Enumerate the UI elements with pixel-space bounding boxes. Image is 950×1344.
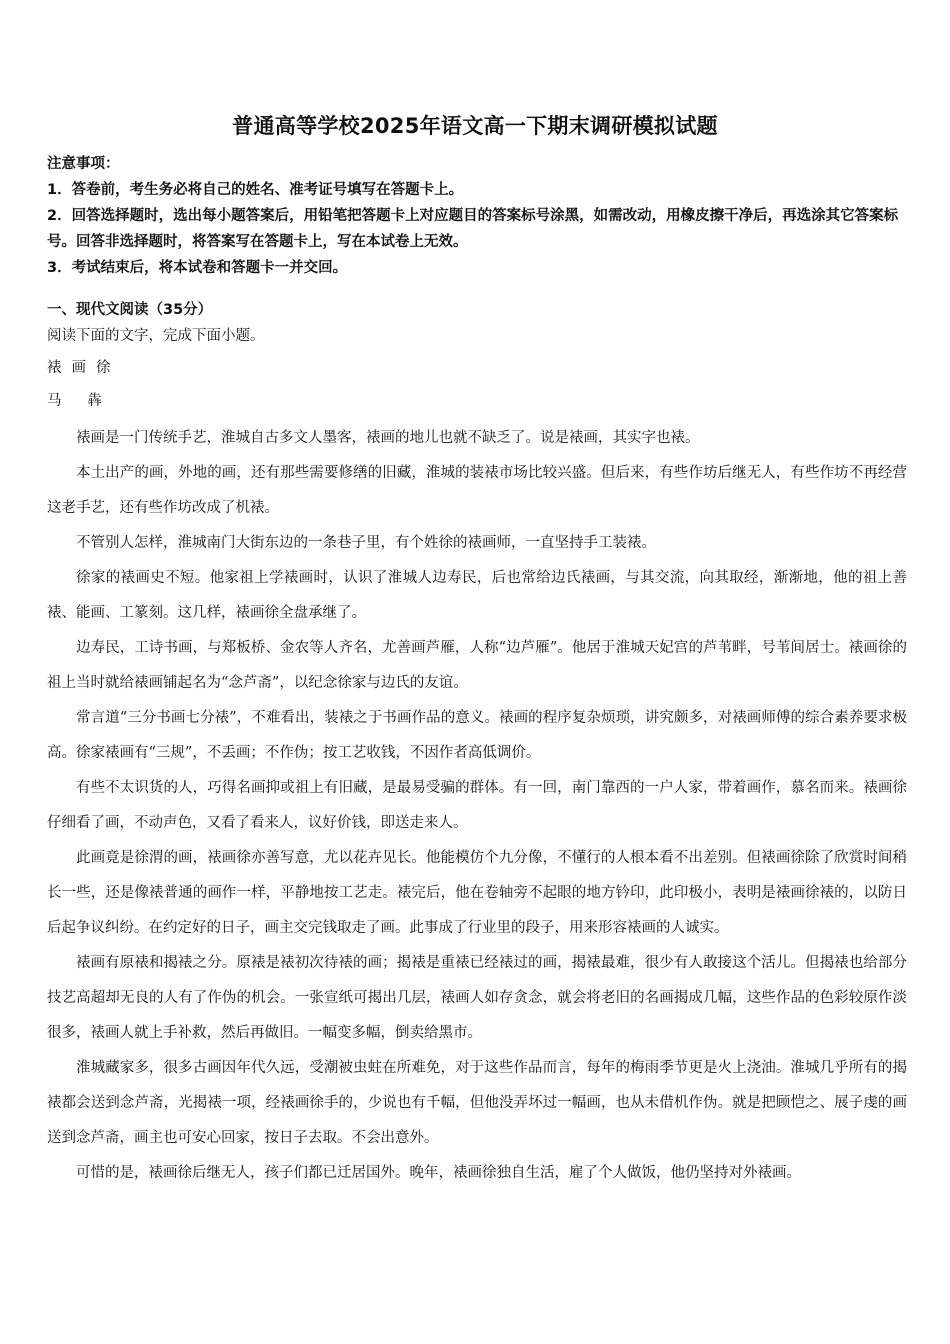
exam-title: 普通高等学校2025年语文高一下期末调研模拟试题 bbox=[232, 114, 718, 138]
paragraph: 本土出产的画，外地的画，还有那些需要修缮的旧藏，淮城的装裱市场比较兴盛。但后来，有些作坊后继无人，有些作坊不再经营这老手艺，还有些作坊改成了机裱。 bbox=[47, 465, 907, 516]
section-heading: 一、现代文阅读（35分） bbox=[47, 302, 213, 318]
article-title: 裱画徐 bbox=[47, 360, 121, 376]
paragraph: 此画竟是徐渭的画，裱画徐亦善写意，尤以花卉见长。他能模仿个九分像，不懂行的人根本看不出差别。但裱画徐除了欣赏时间稍长一些，还是像裱普通的画作一样，平静地按工艺走。裱完后，他在卷轴旁不起眼的地方钤印，此印极小，表明是裱画徐裱的，以防日后起争议纠纷。在约定好的日子，画主交完钱取走了画。此事成了行业里的段子，用来形容裱画的人诚实。 bbox=[47, 850, 907, 936]
paragraph: 边寿民，工诗书画，与郑板桥、金农等人齐名，尤善画芦雁，人称“边芦雁”。他居于淮城天妃宫的芦苇畔，号苇间居士。裱画徐的祖上当时就给裱画铺起名为“念芦斋”，以纪念徐家与边氏的友谊。 bbox=[47, 640, 907, 691]
article-body bbox=[47, 421, 907, 1191]
paragraph: 常言道“三分书画七分裱”，不难看出，装裱之于书画作品的意义。裱画的程序复杂烦琐，讲究颇多，对裱画师傅的综合素养要求极高。徐家裱画有“三规”，不丢画；不作伪；按工艺收钱，不因作者高低调价。 bbox=[47, 710, 907, 761]
notice-heading: 注意事项： bbox=[47, 156, 120, 172]
notice-block bbox=[47, 151, 907, 281]
paragraph: 淮城藏家多，很多古画因年代久远，受潮被虫蛀在所难免，对于这些作品而言，每年的梅雨季节更是火上浇油。淮城几乎所有的揭裱都会送到念芦斋，光揭裱一项，经裱画徐手的，少说也有千幅，但他没弄坏过一幅画，也从未借机作伪。就是把顾恺之、展子虔的画送到念芦斋，画主也可安心回家，按日子去取。不会出意外。 bbox=[47, 1060, 907, 1146]
section-instruction: 阅读下面的文字，完成下面小题。 bbox=[47, 328, 265, 344]
paragraph: 裱画是一门传统手艺，淮城自古多文人墨客，裱画的地儿也就不缺乏了。说是裱画，其实字也裱。 bbox=[76, 430, 700, 446]
paragraph: 可惜的是，裱画徐后继无人，孩子们都已迁居国外。晚年，裱画徐独自生活，雇了个人做饭，他仍坚持对外裱画。 bbox=[76, 1165, 801, 1181]
notice-item-3: 3．考试结束后，将本试卷和答题卡一并交回。 bbox=[47, 260, 348, 276]
notice-item-1: 1．答卷前，考生务必将自己的姓名、准考证号填写在答题卡上。 bbox=[47, 182, 464, 198]
paragraph: 有些不太识货的人，巧得名画抑或祖上有旧藏，是最易受骗的群体。有一回，南门靠西的一户人家，带着画作，慕名而来。裱画徐仔细看了画，不动声色，又看了看来人，议好价钱，即送走来人。 bbox=[47, 780, 907, 831]
paragraph: 不管别人怎样，淮城南门大街东边的一条巷子里，有个姓徐的裱画师，一直坚持手工装裱。 bbox=[76, 535, 656, 551]
paragraph: 徐家的裱画史不短。他家祖上学裱画时，认识了淮城人边寿民，后也常给边氏裱画，与其交流，向其取经，渐渐地，他的祖上善裱、能画、工篆刻。这几样，裱画徐全盘承继了。 bbox=[47, 570, 907, 621]
article-author: 马犇 bbox=[47, 393, 128, 409]
notice-item-2: 2．回答选择题时，选出每小题答案后，用铅笔把答题卡上对应题目的答案标号涂黑，如需改动，用橡皮擦干净后，再选涂其它答案标号。回答非选择题时，将答案写在答题卡上，写在本试卷上无效。 bbox=[47, 208, 899, 250]
paragraph: 裱画有原裱和揭裱之分。原裱是裱初次待裱的画；揭裱是重裱已经裱过的画，揭裱最难，很少有人敢接这个活儿。但揭裱也给部分技艺高超却无良的人有了作伪的机会。一张宣纸可揭出几层，裱画人如存贪念，就会将老旧的名画揭成几幅，这些作品的色彩较原作淡很多，裱画人就上手补救，然后再做旧。一幅变多幅，倒卖给黑市。 bbox=[47, 955, 907, 1041]
